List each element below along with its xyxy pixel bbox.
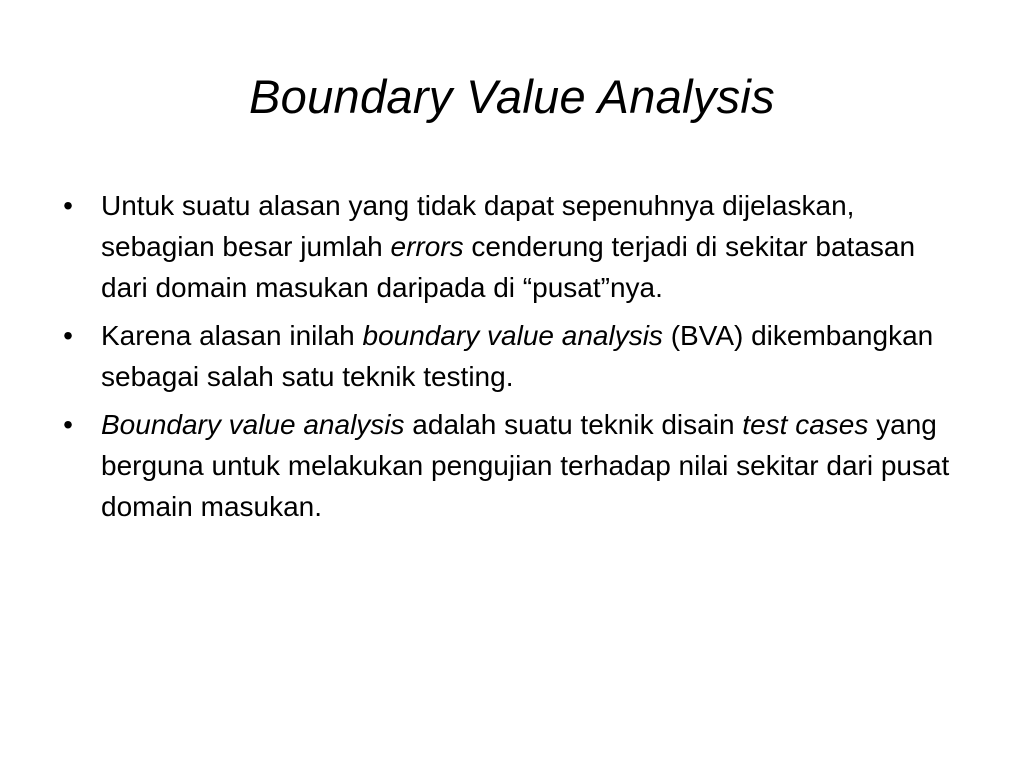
bullet-emphasis: test cases [742,409,869,440]
bullet-text: (BVA) dikembangkan sebagai salah satu teknik testing. [101,320,934,392]
bullet-text: cenderung terjadi di sekitar batasan dari domain masukan daripada di “pusat”nya. [101,231,916,303]
bullet-emphasis: Boundary value analysis [101,409,405,440]
bullet-marker: • [63,409,73,440]
bullet-item-definition [58,404,958,527]
bullet-text: Karena alasan inilah [101,320,363,351]
bullet-item-bva [58,315,958,397]
bullet-text: Untuk suatu alasan yang tidak dapat sepenuhnya dijelaskan, sebagian besar jumlah [101,190,855,262]
bullet-marker: • [63,190,73,221]
bullet-text: adalah suatu teknik disain [404,409,743,440]
slide-title: Boundary Value Analysis [249,70,775,123]
bullet-marker: • [63,320,73,351]
bullet-item-errors [58,185,958,308]
bullet-text: yang berguna untuk melakukan pengujian terhadap nilai sekitar dari pusat domain masukan. [101,409,950,522]
bullet-emphasis: errors [390,231,464,262]
bullet-list [58,185,958,534]
bullet-emphasis: boundary value analysis [362,320,663,351]
